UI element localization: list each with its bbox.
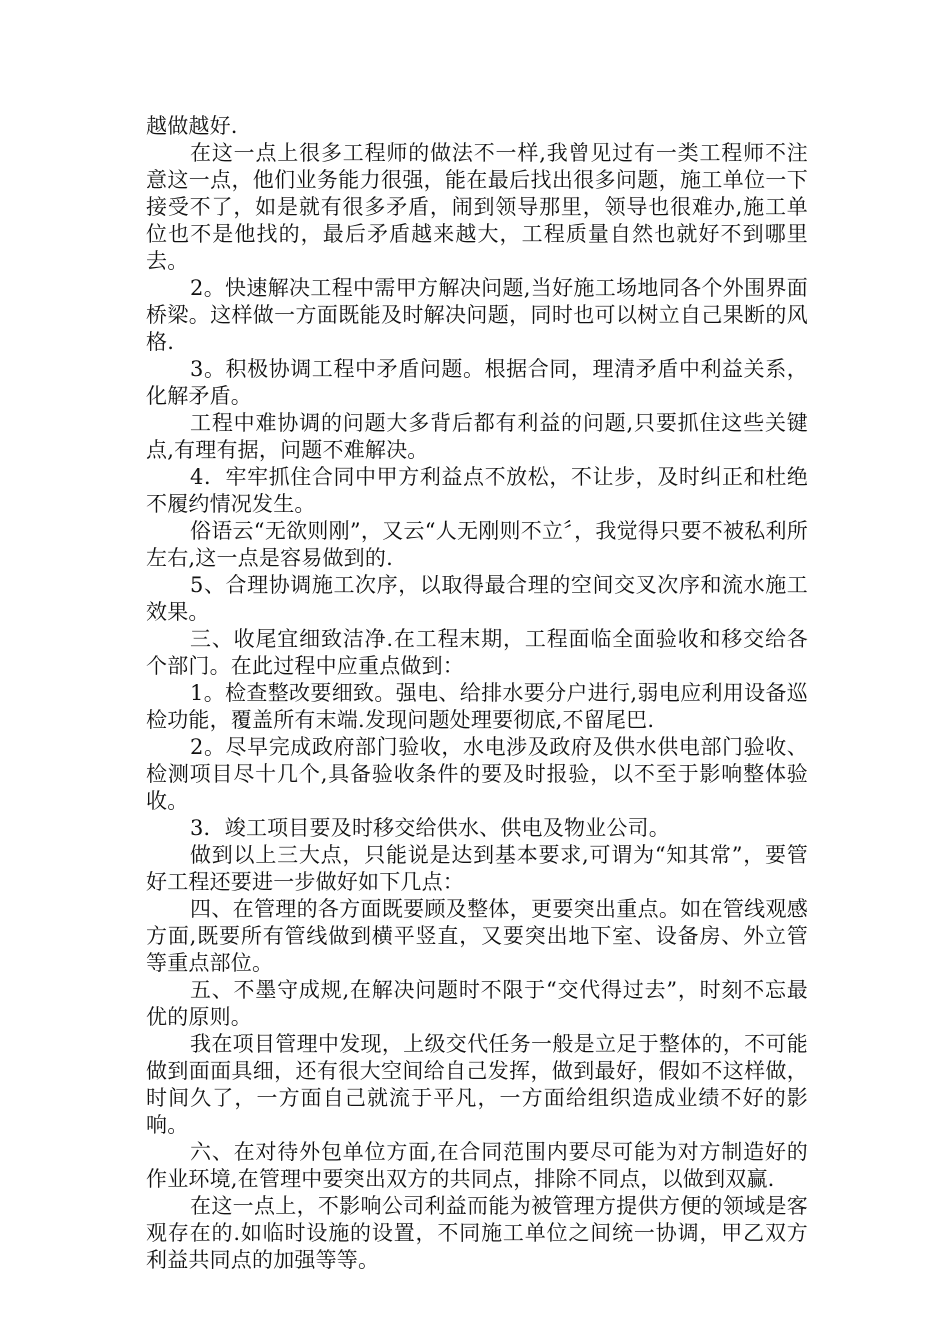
paragraph-11: 2。尽早完成政府部门验收，水电涉及政府及供水供电部门验收、检测项目尽十几个,具备验收条件的要及时报验，以不至于影响整体验收。: [146, 735, 808, 813]
paragraph-10: 1。检查整改要细致。强电、给排水要分户进行,弱电应利用设备巡检功能，覆盖所有末端.发现问题处理要彻底,不留尾巴.: [146, 681, 808, 732]
paragraph-14: 四、在管理的各方面既要顾及整体，更要突出重点。如在管线观感方面,既要所有管线做到横平竖直，又要突出地下室、设备房、外立管等重点部位。: [146, 897, 808, 975]
paragraph-15: 五、不墨守成规,在解决问题时不限于“交代得过去”，时刻不忘最优的原则。: [146, 978, 808, 1029]
paragraph-8: 5、合理协调施工次序，以取得最合理的空间交叉次序和流水施工效果。: [146, 573, 808, 624]
paragraph-18: 在这一点上，不影响公司利益而能为被管理方提供方便的领域是客观存在的.如临时设施的设置，不同施工单位之间统一协调，甲乙双方利益共同点的加强等等。: [146, 1194, 808, 1272]
paragraph-4: 3。积极协调工程中矛盾问题。根据合同，理清矛盾中利益关系，化解矛盾。: [146, 357, 808, 408]
paragraph-5: 工程中难协调的问题大多背后都有利益的问题,只要抓住这些关键点,有理有据，问题不难解决。: [146, 411, 808, 462]
paragraph-6: 4．牢牢抓住合同中甲方利益点不放松，不让步，及时纠正和杜绝不履约情况发生。: [146, 465, 808, 516]
paragraph-7: 俗语云“无欲则刚”，又云“人无刚则不立〞，我觉得只要不被私利所左右,这一点是容易做到的.: [146, 519, 808, 570]
paragraph-9: 三、收尾宜细致洁净.在工程末期，工程面临全面验收和移交给各个部门。在此过程中应重点做到：: [146, 627, 808, 678]
paragraph-2: 在这一点上很多工程师的做法不一样,我曾见过有一类工程师不注意这一点，他们业务能力很强，能在最后找出很多问题，施工单位一下接受不了，如是就有很多矛盾，闹到领导那里，领导也很难办,施工单位也不是他找的，最后矛盾越来越大，工程质量自然也就好不到哪里去。: [146, 141, 808, 273]
paragraph-17: 六、在对待外包单位方面,在合同范围内要尽可能为对方制造好的作业环境,在管理中要突出双方的共同点，排除不同点，以做到双赢.: [146, 1140, 808, 1191]
paragraph-13: 做到以上三大点，只能说是达到基本要求,可谓为“知其常”，要管好工程还要进一步做好如下几点：: [146, 843, 808, 894]
paragraph-1: 越做越好.: [146, 114, 238, 138]
document-body: [146, 113, 808, 1274]
paragraph-3: 2。快速解决工程中需甲方解决问题,当好施工场地同各个外围界面桥梁。这样做一方面既能及时解决问题，同时也可以树立自己果断的风格.: [146, 276, 808, 354]
paragraph-16: 我在项目管理中发现，上级交代任务一般是立足于整体的，不可能做到面面具细，还有很大空间给自己发挥，做到最好，假如不这样做，时间久了，一方面自己就流于平凡，一方面给组织造成业绩不好的影响。: [146, 1032, 808, 1137]
paragraph-12: 3．竣工项目要及时移交给供水、供电及物业公司。: [190, 816, 670, 840]
